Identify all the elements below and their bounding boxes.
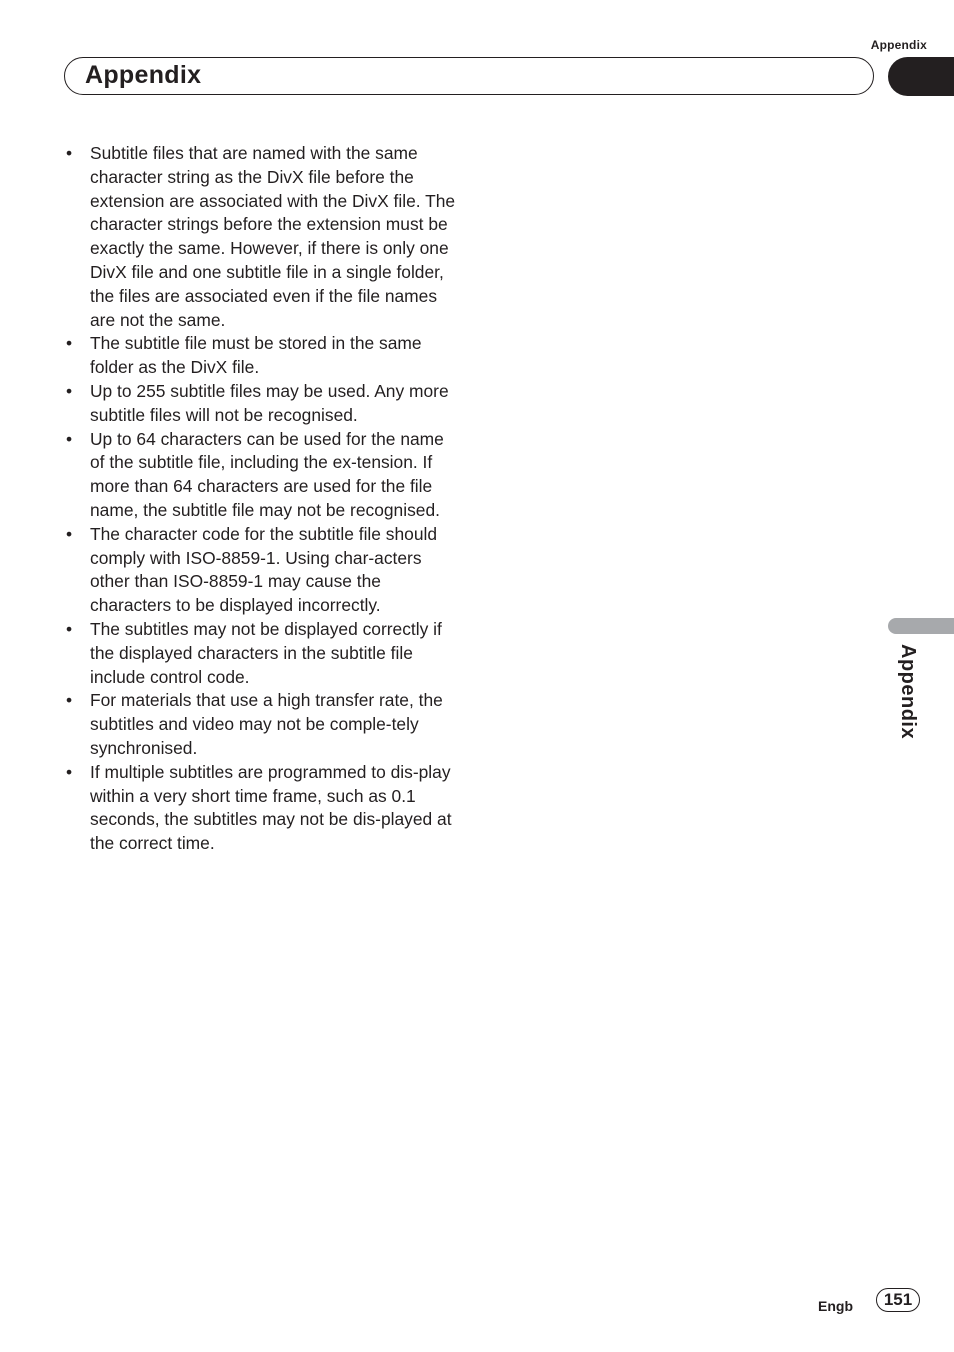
- list-item-text: The subtitles may not be displayed correctly if the displayed characters in the subtitle file include control code.: [90, 618, 442, 687]
- bullet-icon: •: [66, 618, 73, 639]
- side-tab-marker: [888, 618, 954, 634]
- bullet-icon: •: [66, 761, 73, 782]
- list-item: [64, 618, 456, 689]
- side-tab-label: Appendix: [897, 644, 919, 740]
- bullet-icon: •: [66, 523, 73, 544]
- section-title-bar: [64, 57, 874, 95]
- bullet-icon: •: [66, 380, 73, 401]
- bullet-icon: •: [66, 143, 73, 163]
- running-head: Appendix: [870, 38, 927, 52]
- list-item-text: Subtitle files that are named with the same character string as the DivX file before the extension are associated with the DivX file. The character strings before the extension must be exactly the same. However, if there is only one DivX file and one subtitle file in a single folder, the files are associated even if the file names are not the same.: [90, 143, 456, 330]
- list-item: [64, 332, 456, 380]
- list-item: [64, 761, 456, 856]
- footer-language: Engb: [818, 1298, 853, 1314]
- list-item-text: If multiple subtitles are programmed to dis-play within a very short time frame, such as 0.1 seconds, the subtitles may not be dis-played at the correct time.: [90, 761, 452, 854]
- list-item: [64, 428, 456, 523]
- section-tab-marker: [888, 57, 954, 96]
- list-item: [64, 523, 456, 618]
- list-item: [64, 380, 456, 428]
- bullet-list: [64, 142, 456, 856]
- main-content: [64, 142, 456, 856]
- list-item: [64, 689, 456, 760]
- page-title: Appendix: [85, 61, 202, 89]
- list-item-text: For materials that use a high transfer rate, the subtitles and video may not be comple-tely synchronised.: [90, 690, 443, 758]
- bullet-icon: •: [66, 428, 73, 449]
- list-item: [64, 142, 456, 332]
- list-item-text: The subtitle file must be stored in the same folder as the DivX file.: [90, 333, 422, 378]
- list-item-text: The character code for the subtitle file should comply with ISO-8859-1. Using char-acters other than ISO-8859-1 may cause the characters to be displayed incorrectly.: [90, 523, 438, 616]
- bullet-icon: •: [66, 333, 73, 354]
- bullet-icon: •: [66, 690, 73, 711]
- list-item-text: Up to 64 characters can be used for the name of the subtitle file, including the ex-tension. If more than 64 characters are used for the file name, the subtitle file may not be recognised.: [90, 428, 444, 520]
- list-item-text: Up to 255 subtitle files may be used. Any more subtitle files will not be recognised.: [90, 380, 449, 425]
- page-number: 151: [876, 1288, 920, 1312]
